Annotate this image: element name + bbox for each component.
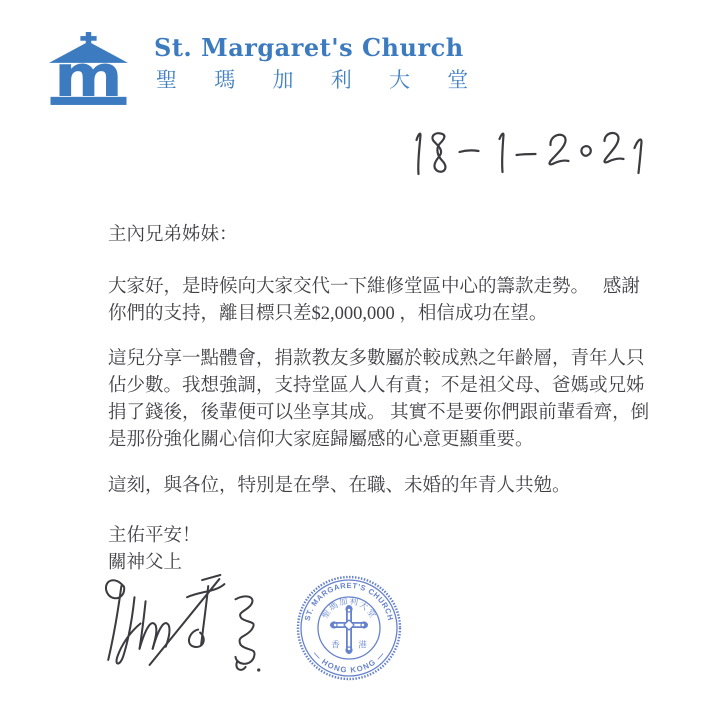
closing-signoff: 關神父上 [108,553,183,573]
salutation-text: 主內兄弟姊妹： [108,225,238,245]
org-name-chinese: 聖 瑪 加 利 大 堂 [156,68,485,92]
salutation [108,222,238,249]
closing-blessing: 主佑平安！ [108,526,201,546]
paragraph-line: 你們的支持，離目標只差$2,000,000 ，相信成功在望。 [108,304,548,324]
church-m-logo-icon [49,32,128,107]
paragraph-line: 大家好，是時候向大家交代一下維修堂區中心的籌款走勢。 感謝 [108,277,640,297]
paragraph-line: 是那份強化關心信仰大家庭歸屬感的心意更顯重要。 [108,430,534,450]
closing-block [108,523,201,577]
stamp-inner-right-char: 港 [358,640,367,650]
paragraph-line: 佔少數。我想強調，支持堂區人人有責；不是祖父母、爸媽或兄姊 [108,376,645,396]
svg-text:m: m [54,41,123,107]
handwritten-date [403,126,661,184]
paragraph-line: 這兒分享一點體會，捐款教友多數屬於較成熟之年齡層，青年人只 [108,349,645,369]
stamp-top-text: ST. MARGARET'S CHURCH [302,580,396,622]
church-seal-icon [295,574,403,682]
stamp-inner-arc-text: 聖瑪加利大堂 [319,595,379,621]
stamp-inner-left-char: 香 [331,640,340,650]
org-name-english: St. Margaret's Church [154,33,464,62]
stamp-bottom-text: — HONG KONG — [311,649,387,675]
paragraph-2 [108,346,649,454]
paragraph-line: 這刻，與各位，特別是在學、在職、未婚的年青人共勉。 [108,476,571,496]
paragraph-line: 捐了錢後，後輩便可以坐享其成。 其實不是要你們跟前輩看齊，倒 [108,403,650,423]
paragraph-3 [108,473,571,500]
paragraph-1 [108,274,640,328]
handwritten-signature-icon [97,573,275,674]
